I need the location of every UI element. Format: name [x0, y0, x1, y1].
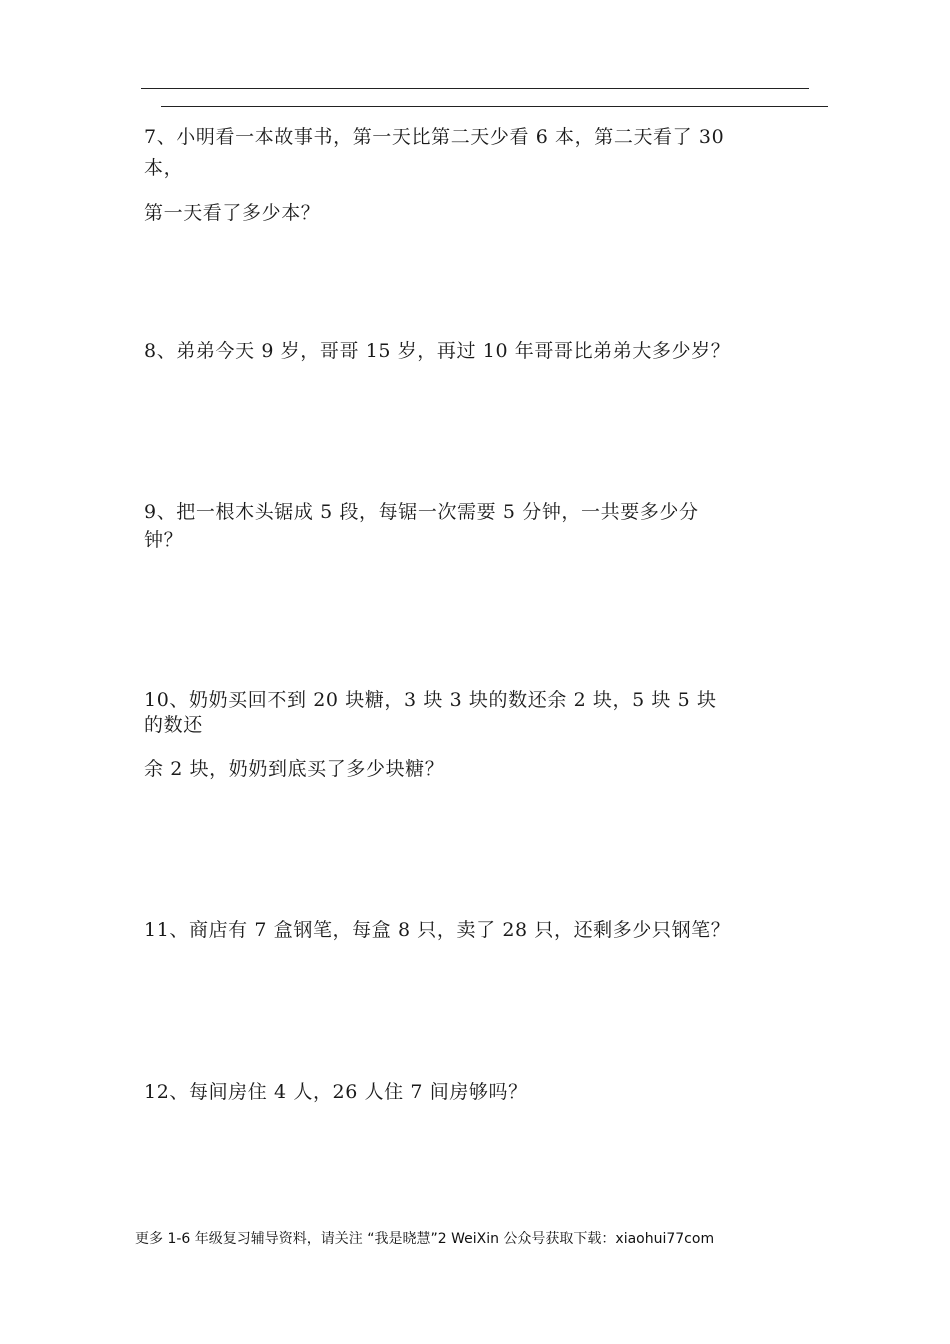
- problem-7-line-3: 第一天看了多少本？: [144, 202, 321, 224]
- problem-10-line-1: 10、奶奶买回不到 20 块糖，3 块 3 块的数还余 2 块，5 块 5 块: [144, 689, 717, 711]
- problem-9-line-2: 钟？: [144, 529, 184, 551]
- footer-note: 更多 1-6 年级复习辅导资料，请关注 “我是晓慧”2 WeiXin 公众号获取下载：xiaohui77com: [135, 1231, 715, 1247]
- problem-7-line-1: 7、小明看一本故事书，第一天比第二天少看 6 本，第二天看了 30: [144, 126, 725, 148]
- problem-7-line-2: 本，: [144, 157, 184, 179]
- problem-11-line-1: 11、商店有 7 盒钢笔，每盒 8 只，卖了 28 只，还剩多少只钢笔？: [144, 919, 731, 941]
- problem-10-line-2: 的数还: [144, 714, 203, 736]
- problem-12-line-1: 12、每间房住 4 人，26 人住 7 间房够吗？: [144, 1081, 528, 1103]
- header-rule-top: [141, 88, 809, 89]
- problem-8-line-1: 8、弟弟今天 9 岁，哥哥 15 岁，再过 10 年哥哥比弟弟大多少岁？: [144, 340, 731, 362]
- problem-10-line-3: 余 2 块，奶奶到底买了多少块糖？: [144, 758, 445, 780]
- problem-9-line-1: 9、把一根木头锯成 5 段，每锯一次需要 5 分钟，一共要多少分: [144, 501, 699, 523]
- header-rule-bottom: [161, 106, 828, 107]
